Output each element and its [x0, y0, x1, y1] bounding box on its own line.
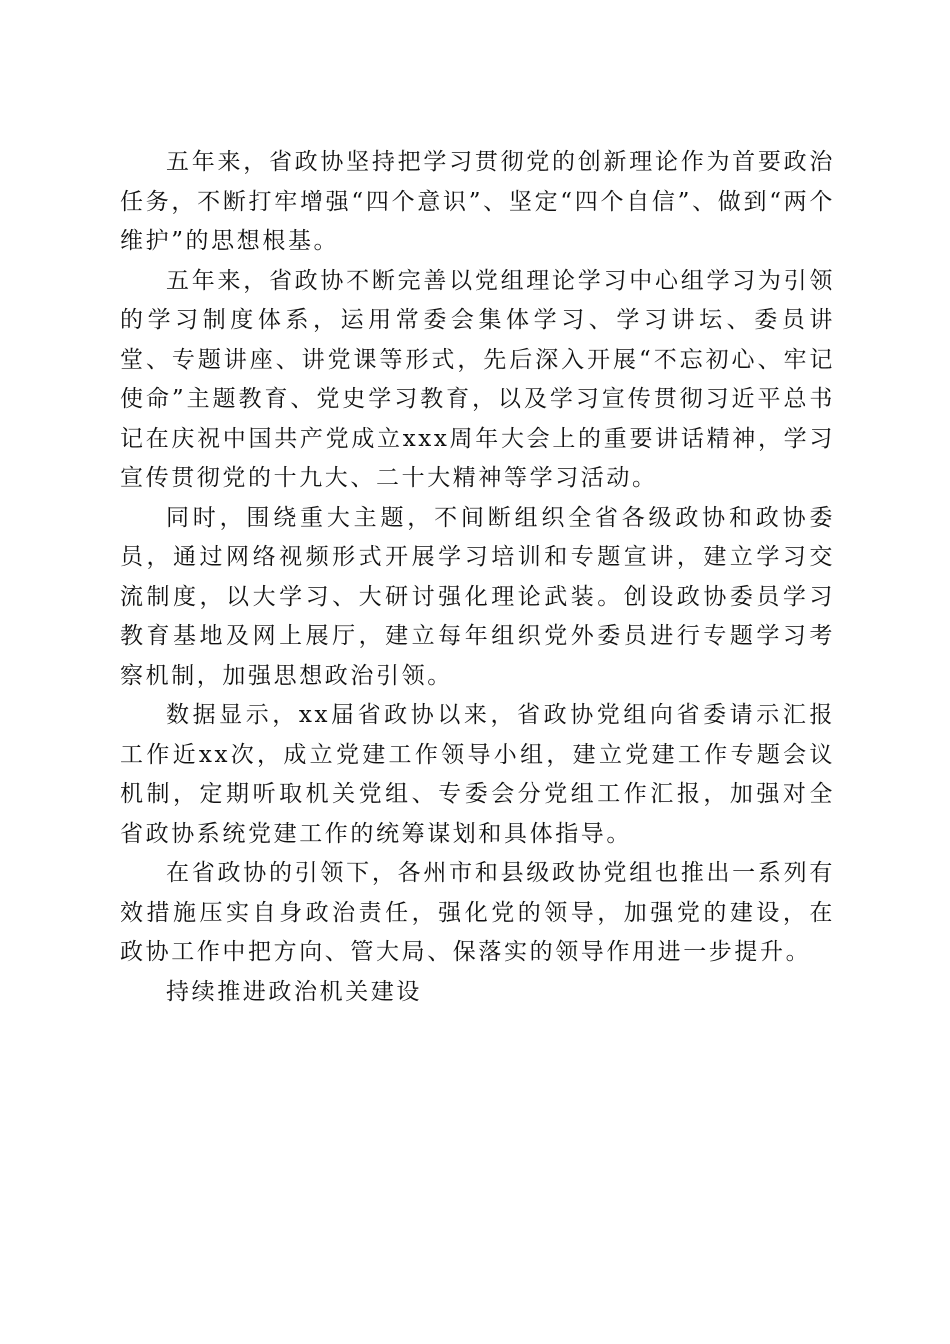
paragraph-study-theory: 五年来，省政协坚持把学习贯彻党的创新理论作为首要政治任务，不断打牢增强“四个意识”、坚定“四个自信”、做到“两个维护”的思想根基。: [120, 149, 835, 254]
paragraph-study-system: 五年来，省政协不断完善以党组理论学习中心组学习为引领的学习制度体系，运用常委会集体学习、学习讲坛、委员讲堂、专题讲座、讲党课等形式，先后深入开展“不忘初心、牢记使命”主题教育、党史学习教育，以及学习宣传贯彻习近平总书记在庆祝中国共产党成立xxx周年大会上的重要讲话精神，学习宣传贯彻党的十九大、二十大精神等学习活动。: [120, 267, 835, 491]
section-heading: 持续推进政治机关建设: [166, 978, 422, 1005]
paragraph-training: 同时，围绕重大主题，不间断组织全省各级政协和政协委员，通过网络视频形式开展学习培训和专题宣讲，建立学习交流制度，以大学习、大研讨强化理论武装。创设政协委员学习教育基地及网上展厅，建立每年组织党外委员进行专题学习考察机制，加强思想政治引领。: [120, 504, 835, 689]
document-body: [120, 143, 835, 1012]
paragraph-statistics: 数据显示，xx届省政协以来，省政协党组向省委请示汇报工作近xx次，成立党建工作领导小组，建立党建工作专题会议机制，定期听取机关党组、专委会分党组工作汇报，加强对全省政协系统党建工作的统筹谋划和具体指导。: [120, 702, 835, 847]
paragraph-local-committees: 在省政协的引领下，各州市和县级政协党组也推出一系列有效措施压实自身政治责任，强化党的领导，加强党的建设，在政协工作中把方向、管大局、保落实的领导作用进一步提升。: [120, 860, 835, 965]
